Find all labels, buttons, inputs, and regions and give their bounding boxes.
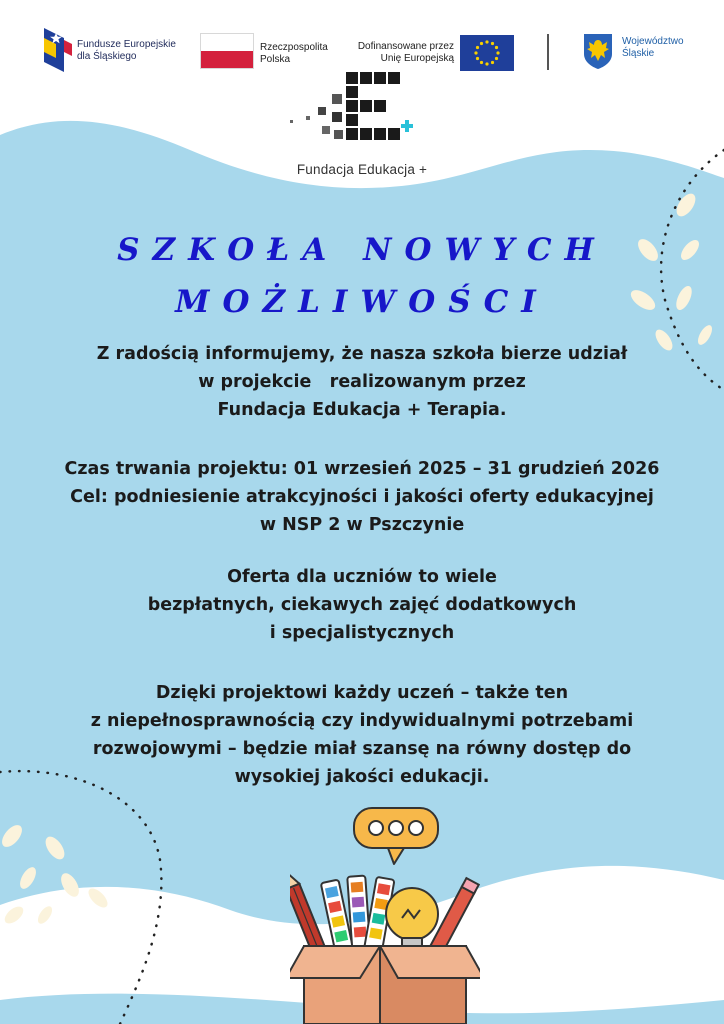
sponsor-logos <box>0 0 724 80</box>
funds-logo-line1: Fundusze Europejskie <box>77 39 176 50</box>
silesia-logo <box>582 32 712 72</box>
foundation-name: Fundacja Edukacja + <box>296 162 428 177</box>
page-title-line1: SZKOŁA NOWYCH <box>117 232 607 268</box>
intro-line: Fundacja Edukacja + Terapia. <box>217 400 507 420</box>
poland-logo <box>200 33 350 73</box>
box-with-pencils-lightbulb-speech-bubble-icon <box>290 806 480 1024</box>
details-line: w NSP 2 w Pszczynie <box>259 515 465 535</box>
benefit-line: z niepełnosprawnością czy indywidualnymi potrzebami <box>90 711 634 731</box>
eu-flag-icon <box>460 35 514 71</box>
poland-logo-line1: Rzeczpospolita <box>260 42 328 53</box>
offer-line: bezpłatnych, ciekawych zajęć dodatkowych <box>147 595 577 615</box>
page-title-line2: MOŻLIWOŚCI <box>175 284 549 320</box>
offer-line: Oferta dla uczniów to wiele <box>227 567 497 587</box>
logo-separator <box>547 34 549 70</box>
offer-line: i specjalistycznych <box>269 623 455 643</box>
details-line: Cel: podniesienie atrakcyjności i jakości oferty edukacyjnej <box>70 487 654 507</box>
silesian-eagle-icon <box>582 32 614 70</box>
details-paragraph <box>20 455 704 539</box>
intro-line: Z radością informujemy, że nasza szkoła bierze udział <box>96 344 628 364</box>
polish-flag-icon <box>200 33 254 69</box>
eu-funds-star-icon <box>44 28 72 72</box>
benefit-line: Dzięki projektowi każdy uczeń – także ten <box>155 683 569 703</box>
eu-logo-line1: Dofinansowane przez <box>357 41 454 52</box>
benefit-paragraph <box>20 679 704 791</box>
funds-logo-line2: dla Śląskiego <box>77 51 137 62</box>
eu-logo-line2: Unię Europejską <box>380 53 454 64</box>
silesia-logo-line2: Śląskie <box>622 48 655 59</box>
offer-paragraph <box>20 563 704 647</box>
details-line: Czas trwania projektu: 01 wrzesień 2025 – 31 grudzień 2026 <box>64 459 660 479</box>
benefit-line: wysokiej jakości edukacji. <box>234 767 490 787</box>
pixel-e-plus-logo <box>288 72 418 146</box>
funds-logo <box>44 28 204 74</box>
poland-logo-line2: Polska <box>260 54 291 65</box>
intro-line: w projekcie realizowanym przez <box>198 372 526 392</box>
eu-logo <box>352 33 517 73</box>
benefit-line: rozwojowymi – będzie miał szansę na równy dostęp do <box>92 739 632 759</box>
intro-paragraph <box>20 340 704 424</box>
silesia-logo-line1: Województwo <box>622 36 684 47</box>
